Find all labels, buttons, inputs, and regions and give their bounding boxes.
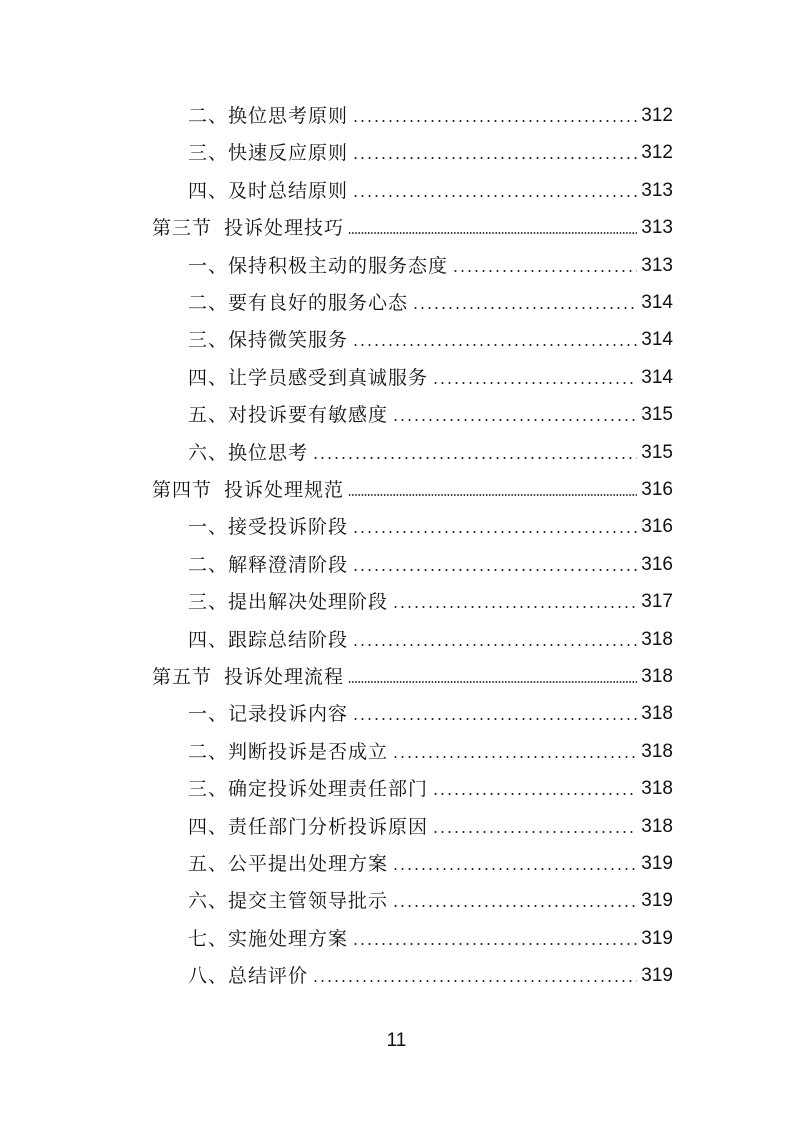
- toc-entry-title: 六、换位思考: [188, 441, 309, 464]
- toc-page-number: 312: [641, 105, 673, 126]
- dot-leader: [352, 195, 637, 197]
- toc-page-number: 316: [641, 516, 673, 538]
- toc-entry[interactable]: [188, 287, 673, 315]
- toc-entry-title: 八、总结评价: [188, 965, 309, 988]
- toc-entry-title: 二、解释澄清阶段: [188, 553, 349, 576]
- toc-entry-title: 二、要有良好的服务心态: [188, 292, 409, 314]
- dot-leader: [312, 980, 637, 982]
- toc-section-entry[interactable]: [152, 474, 673, 502]
- toc-entry-title: 五、公平提出处理方案: [188, 853, 389, 875]
- toc-entry[interactable]: [188, 549, 673, 577]
- toc-section-title: 投诉处理规范: [224, 479, 345, 501]
- toc-entry[interactable]: [188, 885, 673, 913]
- toc-page-number: 312: [641, 142, 673, 164]
- toc-entry-title: 三、确定投诉处理责任部门: [188, 778, 429, 801]
- toc-entry[interactable]: [188, 511, 673, 539]
- toc-section-entry[interactable]: [152, 661, 673, 689]
- dot-leader: [392, 905, 637, 907]
- toc-page-number: 313: [641, 217, 673, 239]
- toc-page-number: 317: [641, 591, 673, 613]
- toc-section-number: 第四节: [152, 479, 213, 501]
- toc-section-title: 投诉处理技巧: [224, 217, 345, 240]
- toc-entry[interactable]: [188, 362, 673, 390]
- toc-page-number: 319: [641, 853, 673, 874]
- dot-leader: [352, 531, 637, 533]
- dot-leader: [352, 157, 637, 159]
- toc-entry[interactable]: [188, 250, 673, 278]
- toc-section-number: 第五节: [152, 666, 213, 688]
- dot-leader: [352, 120, 637, 122]
- toc-entry-title: [152, 478, 344, 502]
- toc-entry-title: 三、快速反应原则: [188, 142, 349, 165]
- toc-page-number: 318: [641, 703, 673, 725]
- page-number: 11: [386, 1030, 407, 1051]
- toc-entry-title: 三、提出解决处理阶段: [188, 591, 389, 614]
- dot-leader: [432, 831, 637, 833]
- toc-entry[interactable]: [188, 923, 673, 951]
- toc-entry-title: 四、及时总结原则: [188, 179, 349, 202]
- toc-page-number: 314: [641, 366, 673, 388]
- toc-entry[interactable]: [188, 175, 673, 203]
- toc-entry-title: 六、提交主管领导批示: [188, 890, 389, 913]
- dot-leader: [352, 644, 637, 646]
- toc-entry-title: 一、接受投诉阶段: [188, 516, 349, 539]
- toc-entry[interactable]: [188, 811, 673, 839]
- toc-entry-title: 二、判断投诉是否成立: [188, 740, 389, 763]
- toc-page-number: 318: [641, 740, 673, 762]
- toc-page-number: 316: [641, 479, 673, 500]
- toc-page-number: 318: [641, 628, 673, 650]
- toc-section-title: 投诉处理流程: [224, 666, 345, 688]
- dot-leader: [432, 793, 637, 795]
- toc-entry-title: 七、实施处理方案: [188, 927, 349, 950]
- toc-page-number: 319: [641, 890, 673, 912]
- dot-leader: [392, 606, 637, 608]
- toc-entry-title: 四、让学员感受到真诚服务: [188, 366, 429, 389]
- toc-page-number: 315: [641, 404, 673, 426]
- toc-entry[interactable]: [188, 960, 673, 988]
- toc-entry[interactable]: [188, 848, 673, 876]
- dot-leader: [348, 232, 637, 234]
- dot-leader: [432, 382, 637, 384]
- toc-entry[interactable]: [188, 100, 673, 128]
- toc-page-number: 314: [641, 329, 673, 351]
- toc-entry[interactable]: [188, 137, 673, 165]
- toc-entry-title: 四、跟踪总结阶段: [188, 628, 349, 651]
- toc-page-number: 318: [641, 666, 673, 687]
- toc-entry[interactable]: [188, 736, 673, 764]
- toc-page-number: 313: [641, 254, 673, 276]
- toc-section-entry[interactable]: [152, 212, 673, 240]
- dot-leader: [352, 943, 637, 945]
- toc-entry[interactable]: [188, 773, 673, 801]
- toc-section-number: 第三节: [152, 217, 213, 240]
- toc-entry-title: [152, 216, 344, 240]
- toc-page-number: 318: [641, 778, 673, 800]
- toc-entry-title: 一、记录投诉内容: [188, 703, 349, 726]
- toc-entry[interactable]: [188, 586, 673, 614]
- dot-leader: [348, 494, 637, 496]
- toc-page-number: 319: [641, 927, 673, 949]
- toc-page-number: 315: [641, 441, 673, 463]
- toc-entry-title: 三、保持微笑服务: [188, 329, 349, 352]
- dot-leader: [452, 270, 637, 272]
- toc-entry[interactable]: [188, 324, 673, 352]
- toc-entry-title: 四、责任部门分析投诉原因: [188, 815, 429, 838]
- dot-leader: [352, 718, 637, 720]
- dot-leader: [352, 344, 637, 346]
- toc-page-number: 313: [641, 179, 673, 201]
- toc-page-number: 314: [641, 292, 673, 313]
- dot-leader: [392, 756, 637, 758]
- dot-leader: [392, 868, 637, 870]
- dot-leader: [352, 569, 637, 571]
- dot-leader: [412, 307, 637, 309]
- toc-page-number: 318: [641, 815, 673, 837]
- toc-entry[interactable]: [188, 624, 673, 652]
- dot-leader: [312, 457, 637, 459]
- toc-entry[interactable]: [188, 399, 673, 427]
- toc-entry-title: [152, 665, 344, 689]
- toc-entry-title: 一、保持积极主动的服务态度: [188, 254, 449, 277]
- toc-entry[interactable]: [188, 698, 673, 726]
- toc-page-number: 319: [641, 965, 673, 987]
- toc-entry-title: 二、换位思考原则: [188, 105, 349, 127]
- dot-leader: [392, 419, 637, 421]
- toc-page-number: 316: [641, 553, 673, 575]
- toc-entry[interactable]: [188, 437, 673, 465]
- dot-leader: [348, 681, 637, 683]
- toc-entry-title: 五、对投诉要有敏感度: [188, 404, 389, 427]
